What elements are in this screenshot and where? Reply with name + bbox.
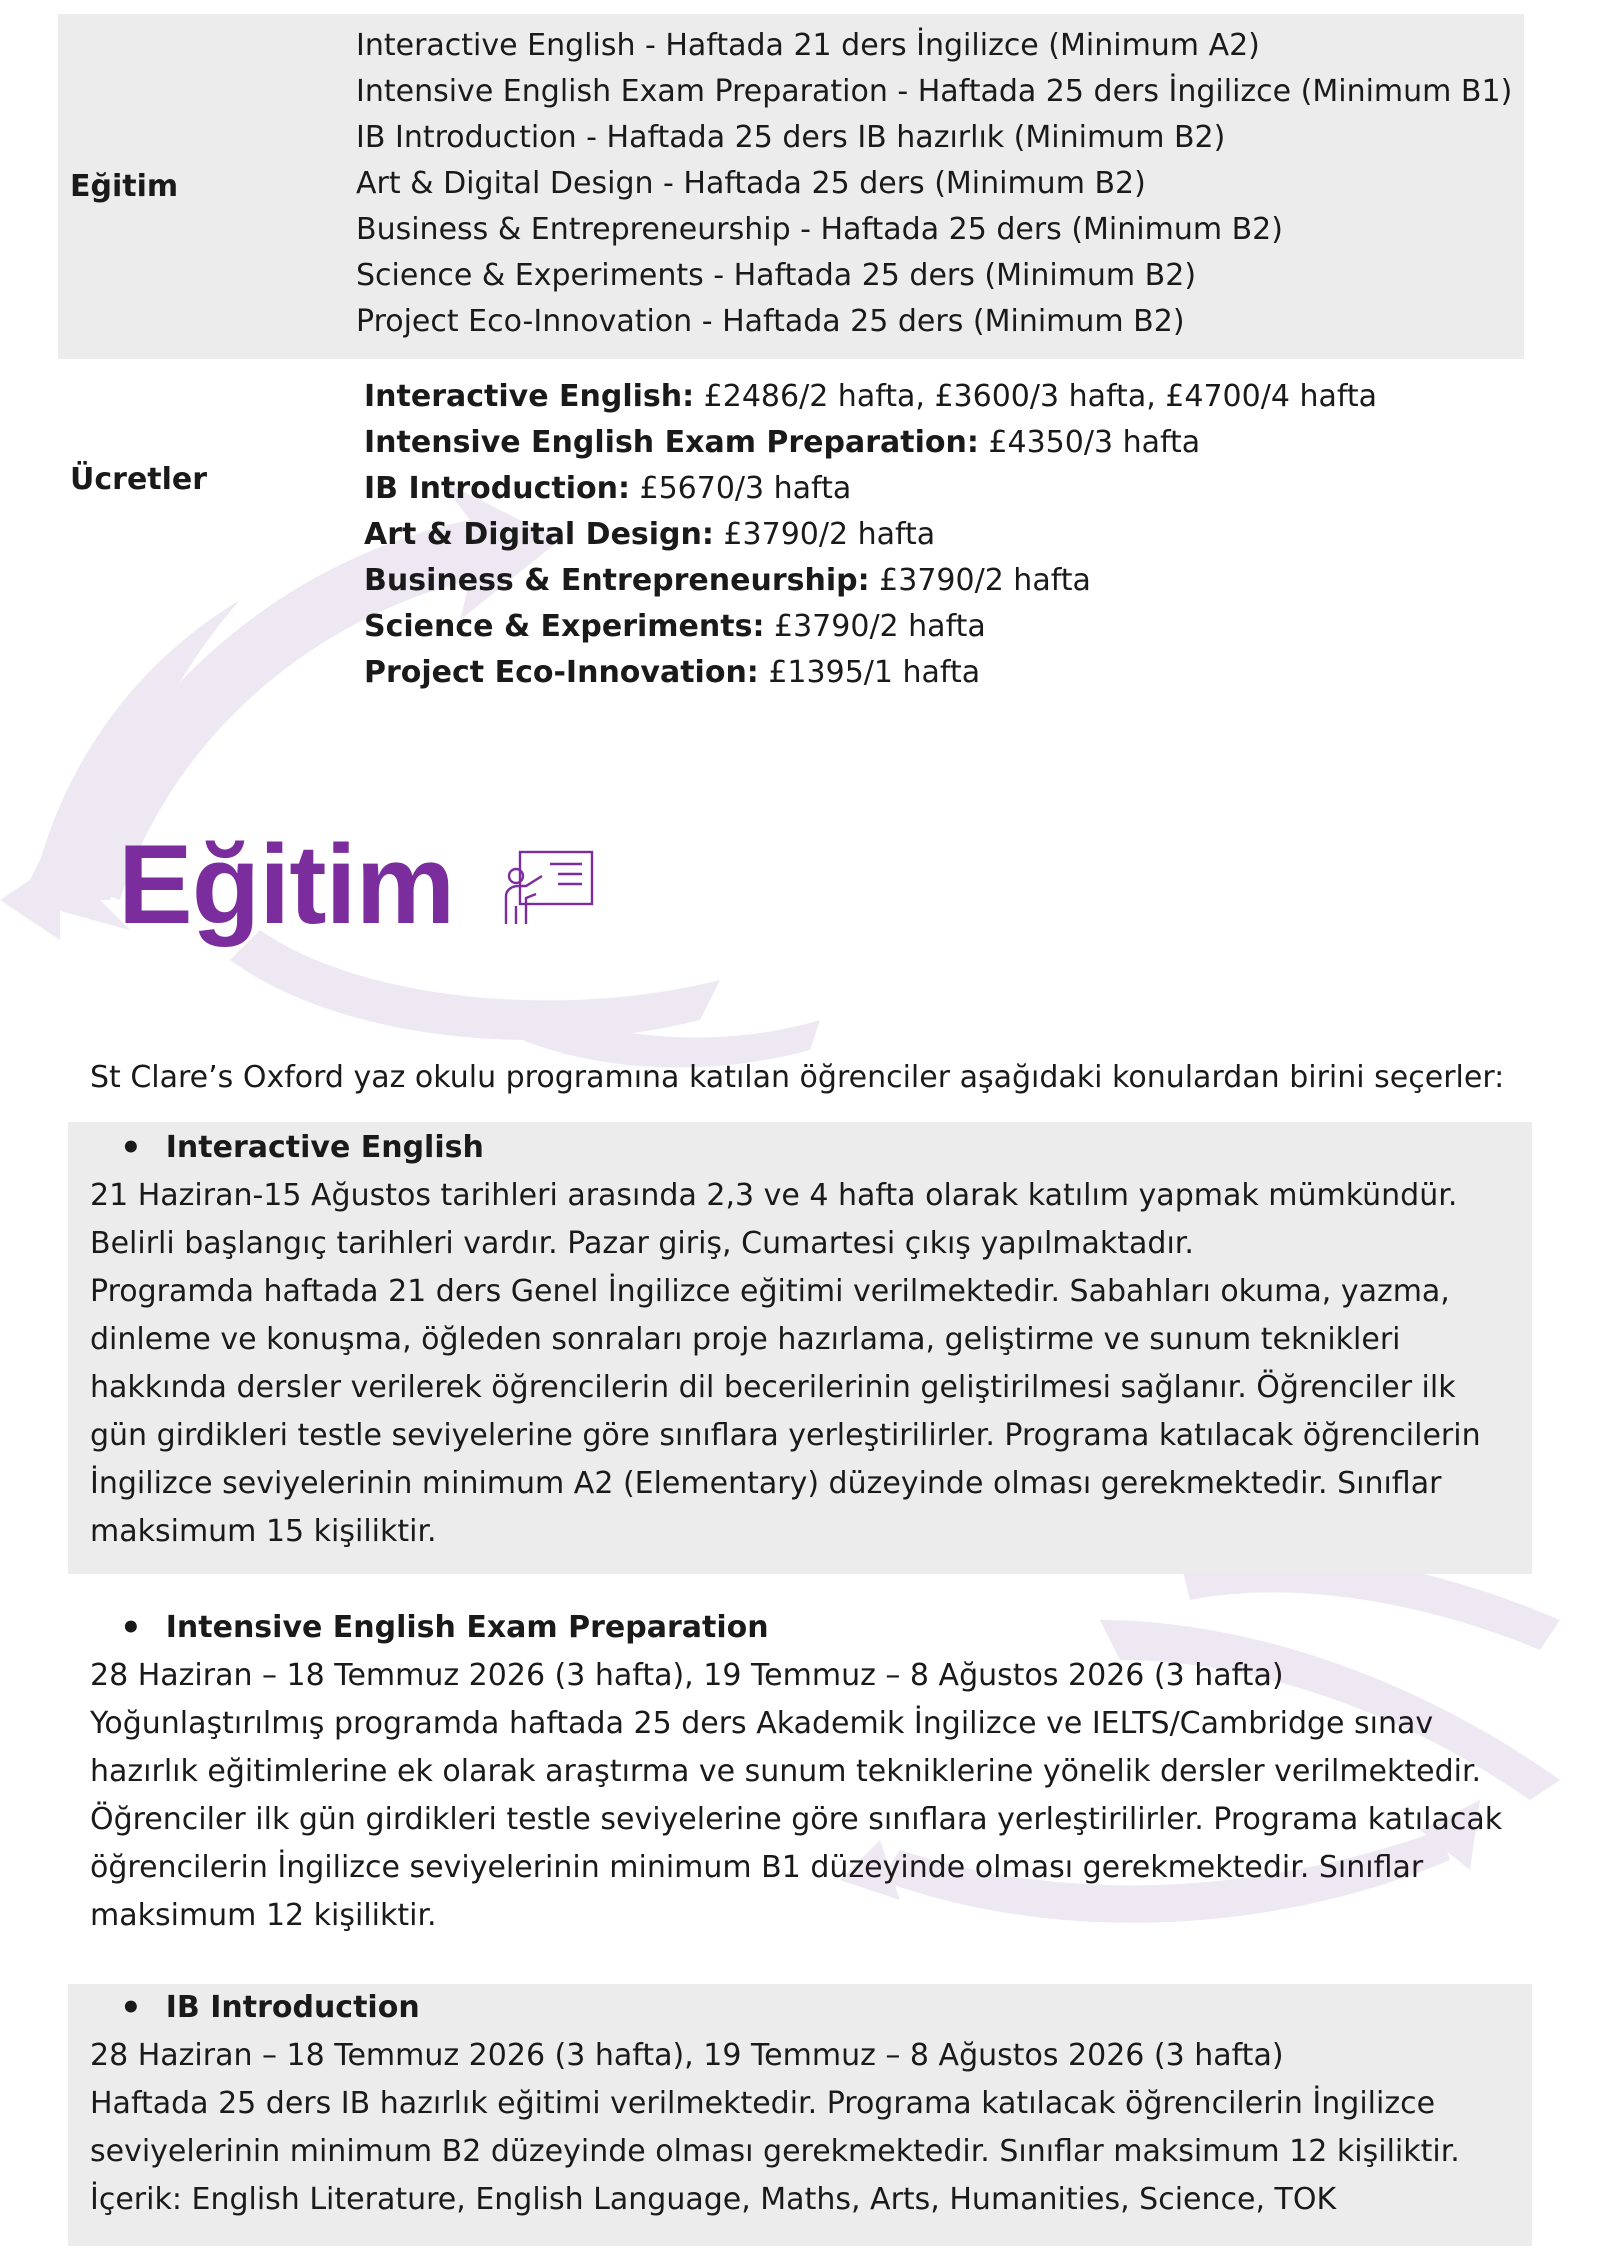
fees-row-value xyxy=(356,359,1524,699)
course-text-line: Öğrenciler ilk gün girdikleri testle seviyelerine göre sınıflara yerleştirilirler. Programa katılacak xyxy=(90,1802,1503,1837)
course-text-line: hazırlık eğitimlerine ek olarak araştırma ve sunum tekniklerine yönelik dersler verilmektedir. xyxy=(90,1754,1482,1789)
course-block-ib-introduction xyxy=(68,1984,1532,2246)
fee-price: £1395/1 hafta xyxy=(758,655,981,690)
education-row-value xyxy=(356,14,1524,359)
course-text-line: dinleme ve konuşma, öğleden sonraları proje hazırlama, geliştirme ve sunum teknikleri xyxy=(90,1322,1401,1357)
education-line: Project Eco-Innovation - Haftada 25 ders (Minimum B2) xyxy=(356,304,1185,339)
section-heading xyxy=(118,820,594,949)
fee-line xyxy=(364,466,1524,512)
education-line: Business & Entrepreneurship - Haftada 25 ders (Minimum B2) xyxy=(356,212,1283,247)
education-line: IB Introduction - Haftada 25 ders IB hazırlık (Minimum B2) xyxy=(356,120,1226,155)
course-text-line: seviyelerinin minimum B2 düzeyinde olması gerekmektedir. Sınıflar maksimum 12 kişiliktir. xyxy=(90,2134,1460,2169)
fee-price: £2486/2 hafta, £3600/3 hafta, £4700/4 hafta xyxy=(694,379,1378,414)
course-text-line: maksimum 12 kişiliktir. xyxy=(90,1898,437,1933)
education-line: Science & Experiments - Haftada 25 ders (Minimum B2) xyxy=(356,258,1197,293)
course-title-text: Interactive English xyxy=(165,1130,484,1165)
fee-program-name: Interactive English: xyxy=(364,379,695,414)
course-text-line: gün girdikleri testle seviyelerine göre sınıflara yerleştirilirler. Programa katılacak öğrencilerin xyxy=(90,1418,1481,1453)
section-intro: St Clare’s Oxford yaz okulu programına katılan öğrenciler aşağıdaki konulardan birini seçerler: xyxy=(90,1060,1505,1095)
fees-row-label: Ücretler xyxy=(70,461,208,497)
fees-row xyxy=(58,359,1524,699)
course-block-intensive-english xyxy=(68,1604,1532,1962)
course-text-line: hakkında dersler verilerek öğrencilerin dil becerilerinin geliştirilmesi sağlanır. Öğrenciler ilk xyxy=(90,1370,1456,1405)
teacher-presentation-icon xyxy=(502,850,594,930)
fee-program-name: Intensive English Exam Preparation: xyxy=(364,425,979,460)
bullet-icon: • xyxy=(120,1988,142,2028)
course-text-line: Belirli başlangıç tarihleri vardır. Pazar giriş, Cumartesi çıkış yapılmaktadır. xyxy=(90,1226,1194,1261)
fee-line xyxy=(364,374,1524,420)
course-text-line: İçerik: English Literature, English Language, Maths, Arts, Humanities, Science, TOK xyxy=(90,2182,1337,2217)
education-line: Intensive English Exam Preparation - Haftada 25 ders İngilizce (Minimum B1) xyxy=(356,74,1513,109)
fee-price: £4350/3 hafta xyxy=(978,425,1201,460)
course-title xyxy=(90,1984,1510,2032)
fee-price: £3790/2 hafta xyxy=(869,563,1091,598)
course-text-line: Programda haftada 21 ders Genel İngilizce eğitimi verilmektedir. Sabahları okuma, yazma, xyxy=(90,1274,1450,1309)
course-title-text: IB Introduction xyxy=(165,1990,420,2025)
course-text-line: 28 Haziran – 18 Temmuz 2026 (3 hafta), 19 Temmuz – 8 Ağustos 2026 (3 hafta) xyxy=(90,2038,1284,2073)
education-line: Art & Digital Design - Haftada 25 ders (Minimum B2) xyxy=(356,166,1146,201)
course-text-line: İngilizce seviyelerinin minimum A2 (Elementary) düzeyinde olması gerekmektedir. Sınıflar xyxy=(90,1466,1442,1501)
section-title: Eğitim xyxy=(118,822,455,947)
course-block-interactive-english xyxy=(68,1122,1532,1574)
fee-program-name: Science & Experiments: xyxy=(364,609,765,644)
course-title xyxy=(90,1604,1510,1652)
bullet-icon: • xyxy=(120,1608,142,1648)
fee-price: £3790/2 hafta xyxy=(764,609,986,644)
course-text-line: 21 Haziran-15 Ağustos tarihleri arasında 2,3 ve 4 hafta olarak katılım yapmak mümkündür. xyxy=(90,1178,1458,1213)
course-text-line: maksimum 15 kişiliktir. xyxy=(90,1514,437,1549)
education-row xyxy=(58,14,1524,359)
course-title-text: Intensive English Exam Preparation xyxy=(165,1610,769,1645)
course-text-line: Yoğunlaştırılmış programda haftada 25 ders Akademik İngilizce ve IELTS/Cambridge sınav xyxy=(90,1706,1434,1741)
fee-line xyxy=(364,420,1524,466)
bullet-icon: • xyxy=(120,1128,142,1168)
fee-line xyxy=(364,604,1524,650)
fee-price: £5670/3 hafta xyxy=(629,471,852,506)
course-text-line: öğrencilerin İngilizce seviyelerinin minimum B1 düzeyinde olması gerekmektedir. Sınıflar xyxy=(90,1850,1424,1885)
education-line: Interactive English - Haftada 21 ders İngilizce (Minimum A2) xyxy=(356,28,1260,63)
fee-line xyxy=(364,650,1524,696)
fee-line xyxy=(364,512,1524,558)
course-text-line: Haftada 25 ders IB hazırlık eğitimi verilmektedir. Programa katılacak öğrencilerin İngilizce xyxy=(90,2086,1436,2121)
fee-price: £3790/2 hafta xyxy=(713,517,936,552)
fee-program-name: IB Introduction: xyxy=(364,471,630,506)
fee-program-name: Art & Digital Design: xyxy=(364,517,714,552)
course-title xyxy=(90,1124,1510,1172)
program-info-table xyxy=(58,14,1524,699)
fee-program-name: Project Eco-Innovation: xyxy=(364,655,759,690)
course-text-line: 28 Haziran – 18 Temmuz 2026 (3 hafta), 19 Temmuz – 8 Ağustos 2026 (3 hafta) xyxy=(90,1658,1284,1693)
fee-program-name: Business & Entrepreneurship: xyxy=(364,563,870,598)
education-row-label: Eğitim xyxy=(70,169,179,204)
fee-line xyxy=(364,558,1524,604)
